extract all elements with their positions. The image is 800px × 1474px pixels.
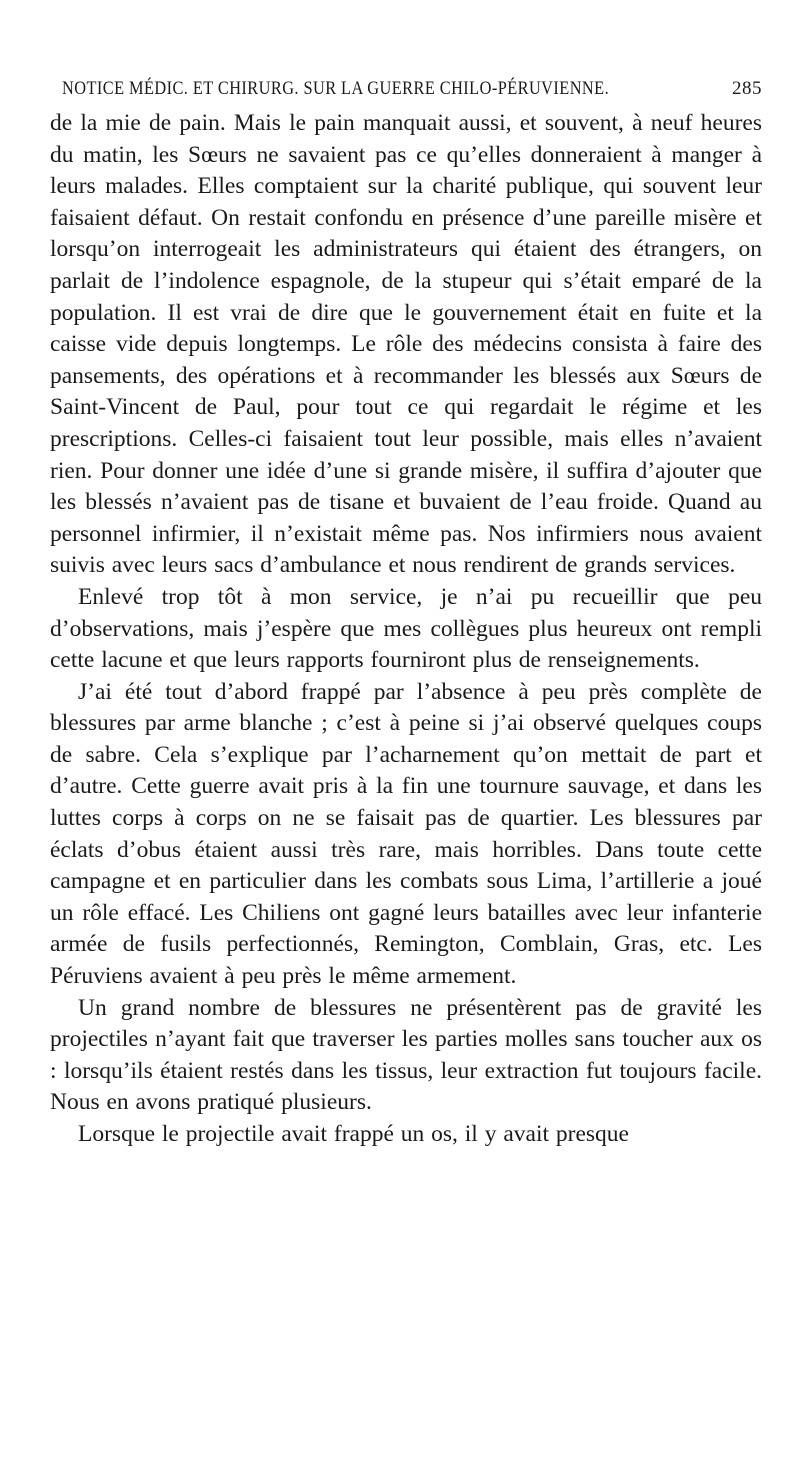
running-title: NOTICE MÉDIC. ET CHIRURG. SUR LA GUERRE CHILO-PÉRUVIENNE. bbox=[62, 78, 610, 99]
body-text bbox=[50, 108, 762, 1151]
page-number: 285 bbox=[732, 78, 762, 99]
book-page bbox=[50, 78, 762, 1151]
paragraph: Enlevé trop tôt à mon service, je n’ai pu recueillir que peu d’observations, mais j’espère que mes collègues plus heureux ont rempli cette lacune et que leurs rapports fourniront plus de renseignements. bbox=[50, 583, 762, 674]
paragraph: Un grand nombre de blessures ne présentèrent pas de gravité les projectiles n’ayant fait que traverser les parties molles sans toucher aux os : lorsqu’ils étaient restés dans les tissus, leur extraction fut toujours facile. Nous en avons pratiqué plusieurs. bbox=[50, 994, 762, 1116]
running-head bbox=[50, 78, 762, 100]
paragraph: J’ai été tout d’abord frappé par l’absence à peu près complète de blessures par arme blanche ; c’est à peine si j’ai observé quelques coups de sabre. Cela s’explique par l’acharnement qu’on mettait de part et d’autre. Cette guerre avait pris à la fin une tournure sauvage, et dans les luttes corps à corps on ne se faisait pas de quartier. Les blessures par éclats d’obus étaient aussi très rare, mais horribles. Dans toute cette campagne et en particulier dans les combats sous Lima, l’artillerie a joué un rôle effacé. Les Chiliens ont gagné leurs batailles avec leur infanterie armée de fusils perfectionnés, Remington, Comblain, Gras, etc. Les Péruviens avaient à peu près le même armement. bbox=[50, 678, 762, 990]
paragraph: Lorsque le projectile avait frappé un os, il y avait presque bbox=[78, 1121, 629, 1147]
paragraph: de la mie de pain. Mais le pain manquait aussi, et souvent, à neuf heures du matin, les Sœurs ne savaient pas ce qu’elles donneraient à manger à leurs malades. Elles comptaient sur la charité publique, qui souvent leur faisaient défaut. On restait confondu en présence d’une pareille misère et lorsqu’on interrogeait les administrateurs qui étaient des étrangers, on parlait de l’indolence espagnole, de la stupeur qui s’était emparé de la population. Il est vrai de dire que le gouvernement était en fuite et la caisse vide depuis longtemps. Le rôle des médecins consista à faire des pansements, des opérations et à recommander les blessés aux Sœurs de Saint-Vincent de Paul, pour tout ce qui regardait le régime et les prescriptions. Celles-ci faisaient tout leur possible, mais elles n’avaient rien. Pour donner une idée d’une si grande misère, il suffira d’ajouter que les blessés n’avaient pas de tisane et buvaient de l’eau froide. Quand au personnel infirmier, il n’existait même pas. Nos infirmiers nous avaient suivis avec leurs sacs d’ambulance et nous rendirent de grands services. bbox=[50, 110, 762, 579]
